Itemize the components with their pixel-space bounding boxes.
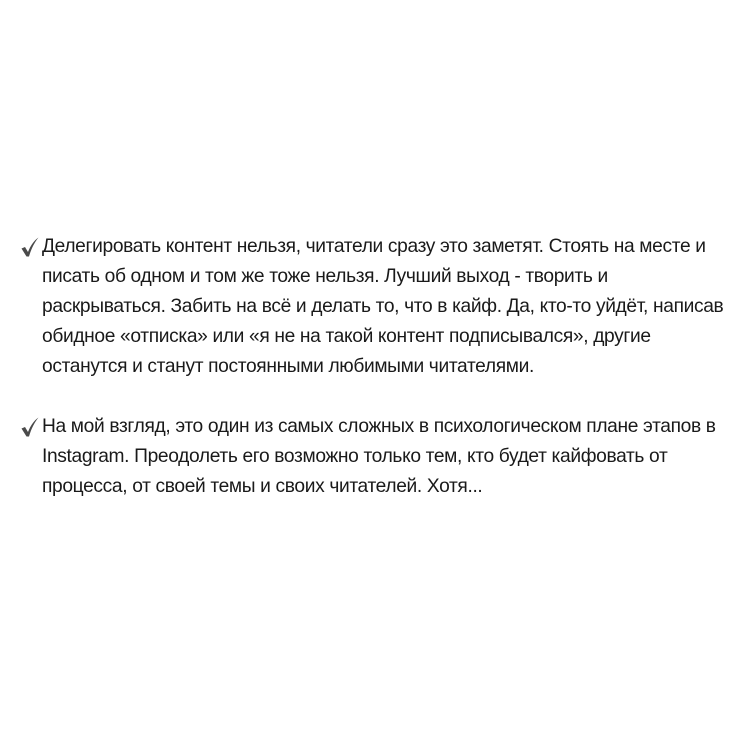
paragraph-1 [20,232,730,382]
paragraph-2 [20,412,730,502]
post-text-block [20,232,730,502]
check-mark-icon [20,412,42,442]
paragraph-text: Делегировать контент нельзя, читатели сразу это заметят. Стоять на месте и писать об одном и том же тоже нельзя. Лучший выход - творить и раскрываться. Забить на всё и делать то, что в кайф. Да, кто-то уйдёт, написав обидное «отписка» или «я не на такой контент подписывался», другие останутся и станут постоянными любимыми читателями. [42,236,724,377]
check-mark-icon [20,232,42,262]
paragraph-text: На мой взгляд, это один из самых сложных в психологическом плане этапов в Instagram. Преодолеть его возможно только тем, кто будет кайфовать от процесса, от своей темы и своих читателей. Хотя... [42,416,716,497]
